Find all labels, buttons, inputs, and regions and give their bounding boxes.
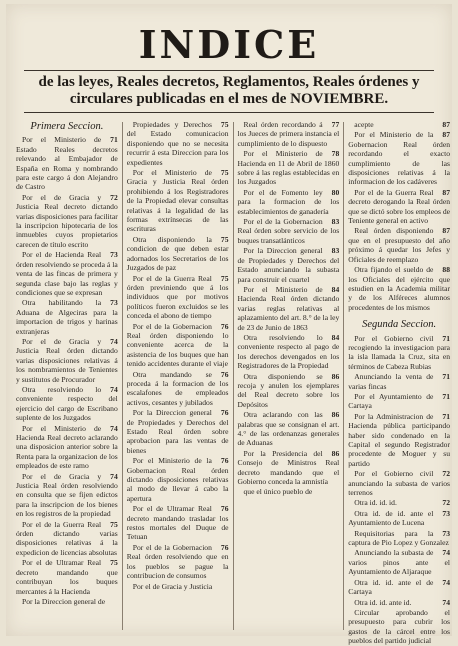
page-number: 73 [442,508,450,518]
index-entry [16,558,118,596]
entry-text: Por el de Gracia y Justicia [132,581,213,591]
entry-text: Otra disponiendo la condicion de que deben estar adornados los Secretarios de los Juzgados de paz [126,234,229,273]
entry-text: Requisitorias para la captura de Pio Lopez y Gonzalez [348,528,449,548]
page-number: 71 [110,135,118,145]
entry-text: Por el de Ultramar Real decreto mandando que contribuyan los buques mercantes á la Hacienda [16,558,118,596]
page-number: 87 [442,130,450,140]
entry-text: Por el Ministerio de la Gobernacion Real órden dictando disposiciones relativas al modo de llevar á cabo la apertura [126,456,229,503]
page-number: 84 [331,284,340,294]
index-entry [127,370,229,408]
column-divider [233,122,234,630]
entry-text: Por el de Ultramar Real decreto mandando trasladar los restos mortales del Duque de Tetuan [126,504,229,542]
entry-text: Por el de Fomento ley para la formacion de los establecimientos de ganadería [237,187,340,216]
index-entry [348,188,450,226]
entry-text: Por el Gobierno civil anunciando la subasta de varios terrenos [348,469,450,498]
index-entry [238,149,340,187]
index-entry [127,120,229,167]
page-number: 75 [110,519,118,529]
index-entry [238,449,340,487]
divider [24,112,434,113]
entry-text: Por el Ministerio de Gracia y Justicia Real órden prohibiendo á los Registradores de la Propiedad elevar consultas relativas á la legalidad de las formas extrínsecas de las escrituras [126,168,229,234]
entry-text: Otra habilitando la Aduana de Algeciras para la importacion de trigos y harinas extranjeras [16,298,118,336]
page-number: 74 [442,597,450,607]
index-column-4 [348,120,450,646]
entry-text: acepte [354,120,374,129]
index-column-2 [127,120,229,630]
page-number: 76 [220,369,229,379]
index-entry [127,408,229,455]
divider [24,70,434,71]
entry-text: Por el Ministerio de Hacienda Real decreto aclarando una disposicion anterior sobre la Renta para la organizacion de los empleados de este ramo [16,423,118,471]
entry-text: Otra mandando se proceda á la formacion de los escalafones de empleados activos, cesantes y jubilados [126,369,229,407]
index-entry [238,487,340,496]
column-divider [122,122,123,630]
index-entry [348,578,450,597]
entry-text: Por el de Gracia y Justicia Real decreto dictando varias disposiciones para facilitar la inscripcion hipotecaria de los inmuebles cuyos propietarios carecen de título escrito [16,192,118,249]
index-entry [348,392,450,411]
index-entry [16,135,118,191]
entry-text: Por la Presidencia del Consejo de Ministros Real decreto mandando que el Gobierno conceda la amnistía [237,448,340,487]
page-subtitle: de las leyes, Reales decretos, Reglamentos, Reales órdenes y circulares publicadas en el mes de NOVIEMBRE. [38,74,420,107]
index-entry [348,608,450,646]
index-entry [238,217,340,245]
index-entry [348,334,450,372]
page-number: 76 [220,408,229,418]
index-column-1 [16,120,118,630]
page-number: 87 [442,226,450,236]
index-entry [238,285,340,332]
entry-text: Otra aclarando con las palabras que se consignan el art. 4.° de las ordenanzas generales de Aduanas [237,410,340,448]
index-entry [238,372,340,410]
index-entry [348,120,450,129]
entry-text: Por el de la Guerra Real órden dictando varias disposiciones relativas á la expedicion de licencias absolutas [16,519,118,557]
index-entry [127,235,229,273]
page-number: 87 [442,187,450,197]
page-number: 71 [442,372,450,382]
index-entry [348,469,450,497]
page-number: 74 [442,548,450,558]
page-number: 74 [110,471,118,481]
entry-text: Otra disponiendo se recoja y anulen los ejemplares del Real decreto sobre los Depósitos [237,371,340,409]
page-number: 75 [220,168,229,178]
entry-text: Por el de la Gobernacion Real órden disponiendo lo conveniente acerca de la asistencia de los buques que han tenido accidentes durante el viaje [126,321,229,369]
entry-text: Por el Ayuntamiento de Cartaya [348,391,434,411]
page-number: 73 [110,250,118,260]
page-number: 72 [442,498,450,508]
entry-text: Real órden disponiendo que en el presupuesto del año próximo á quedar los Jefes y Oficiales de reemplazo [348,226,450,264]
entry-text: Por el Ministerio de la Gobernacion Real órden recordando el exacto cumplimiento de las disposiciones relativas á la informacion de los cadáveres [348,130,450,187]
entry-text: Real órden recordando á los Jueces de primera instancia el cumplimiento de lo dispuesto [237,120,340,148]
page-number: 76 [220,456,229,466]
page-number: 86 [331,371,340,381]
page-number: 74 [110,336,118,346]
section-heading: Segunda Seccion. [362,319,437,331]
page-number: 75 [220,120,229,129]
index-entry [238,410,340,448]
page-number: 75 [220,273,229,283]
index-entry [16,597,118,606]
page-number: 77 [331,120,340,129]
index-entry [348,130,450,186]
page-number: 72 [442,469,450,479]
index-entry [348,412,450,468]
page-number: 71 [442,333,450,343]
entry-text: Por la Administracion de Hacienda pública participando haber sido condenado en la Capital el segundo Registrador procedente de Moguer y su partido [348,411,450,468]
entry-text: Por el de Gracia y Justicia Real órden resolviendo en consulta que se fijen edictos para la inscripcion de los bienes en los registros de la propiedad [16,471,118,519]
page-number: 71 [442,391,450,401]
entry-text: Por la Direccion general de [22,596,106,606]
index-entry [127,582,229,591]
index-entry [348,226,450,264]
index-entry [348,598,450,607]
page-number: 74 [442,577,450,587]
entry-text: Por la Direccion general de Propiedades y Derechos del Estado anunciando la subasta para construir el cuartel [237,246,340,284]
entry-text: Propiedades y Derechos del Estado comunicacion disponiendo que no se necesita recurrir á esta Direccion para los expedientes [126,120,229,167]
index-entry [127,504,229,542]
entry-text: Por la Direccion general de Propiedades y Derechos del Estado Real órden sobre aprobacion para las ventas de bienes [126,408,229,455]
page-number: 76 [220,504,229,514]
index-entry [238,120,340,148]
entry-text: Otra fijando el sueldo de los Oficiales del ejército que estudien en la Academia militar y de los Alféreces alumnos procedentes de los mismos [348,265,450,312]
page-number: 76 [220,542,229,552]
index-entry [127,543,229,581]
index-entry [16,250,118,297]
entry-text: Anunciando la subasta de varios pinos ante el Ayuntamiento de Aljaraque [348,548,450,577]
page-number: 83 [331,217,340,227]
index-entry [127,168,229,234]
entry-text: Otra id. de id. ante el Ayuntamiento de Lucena [348,508,434,528]
entry-text: Otra resolviendo lo conveniente respecto al pago de los derechos devengados en los Registradores de la Propiedad [237,332,340,371]
page-number: 74 [110,423,118,433]
page-number: 87 [442,120,450,129]
index-columns [16,120,450,646]
entry-text: Por el de la Guerra Real órden previniendo que á los individuos que por motivos políticos fueron excluidos se les conceda el abono de tiempo [126,273,229,321]
entry-text: Otra id. id. ante id. [354,597,412,607]
index-entry [348,372,450,391]
entry-text: Por el de la Gobernacion Real órden sobre servicio de los buques transatlánticos [237,217,340,245]
page-number: 71 [442,411,450,421]
entry-text: Por el Ministerio de Estado Reales decretos relevando al Embajador de España en Roma y nombrando para este cargo á don Alejandro de Castro [16,135,118,192]
page-number: 80 [331,187,340,197]
index-entry [16,472,118,519]
entry-text: Otra id. id. id. [354,498,397,508]
index-entry [127,456,229,503]
index-entry [16,385,118,423]
index-entry [16,520,118,558]
page-number: 75 [110,558,118,568]
entry-text: Por el de Gracia y Justicia Real órden dictando varias disposiciones relativas á los nombramientos de Tenientes y sustitutos de Procurador [16,336,118,384]
page-number: 88 [442,265,450,275]
page-title: INDICE [138,22,320,67]
index-entry [16,298,118,336]
entry-text: Por el de la Guerra Real decreto derogando la Real órden que se dictó sobre los empleos de Teniente general en activo [348,187,450,226]
index-entry [238,333,340,371]
page-number: 78 [331,149,340,159]
section-heading: Primera Seccion. [30,121,104,132]
page-number: 76 [220,321,229,331]
column-divider [343,122,344,630]
entry-text: que el único pueblo de [243,487,313,497]
index-entry [348,498,450,507]
page-number: 84 [331,332,340,342]
entry-text: Anunciando la venta de varias fincas [348,372,434,391]
index-entry [16,337,118,384]
entry-text: Otra resolviendo lo conveniente respecto del ejercicio del cargo de Escribano suplente de los Juzgados [16,384,118,423]
entry-text: Por el Ministerio de Hacienda Real órden dictando varias reglas relativas al aplazamiento del art. 8.° de la ley de 23 de Junio de 1863 [237,284,340,332]
page-number: 73 [110,298,118,308]
page-number: 83 [331,246,340,256]
entry-text: Por el de la Gobernacion Real órden resolviendo que en los pueblos se pague la contribucion de consumos [126,542,229,581]
entry-text: Otra id. id. ante el de Cartaya [348,577,434,597]
index-entry [348,265,450,312]
index-entry [127,322,229,369]
index-entry [348,509,450,528]
index-entry [238,246,340,284]
page-number: 74 [110,384,118,394]
entry-text: Por el Ministerio de Hacienda en 11 de Abril de 1860 sobre á las reglas establecidas en los Juzgados [237,149,340,187]
page-number: 72 [110,192,118,202]
page-number: 86 [331,410,340,420]
page-sheet [6,4,452,646]
index-column-3 [238,120,340,630]
index-entry [16,424,118,471]
entry-text: Por el Gobierno civil recogiendo la investigacion para la isla llamada la Cruz, sita en términos de Cabeza Rubias [348,333,450,371]
index-entry [348,529,450,548]
page-number: 86 [331,448,340,458]
page-number: 75 [220,234,229,244]
index-entry [16,193,118,249]
index-entry [238,188,340,216]
entry-text: Circular aprobando el presupuesto para cubrir los gastos de la cárcel entre los pueblos del partido judicial [348,607,450,646]
index-entry [348,548,450,576]
entry-text: Por el de Hacienda Real órden resolviendo se proceda á la venta de las fincas de primera y segunda clase bajo las reglas y condiciones que se expresan [16,250,118,297]
page-number: 73 [442,528,450,538]
index-entry [127,274,229,321]
